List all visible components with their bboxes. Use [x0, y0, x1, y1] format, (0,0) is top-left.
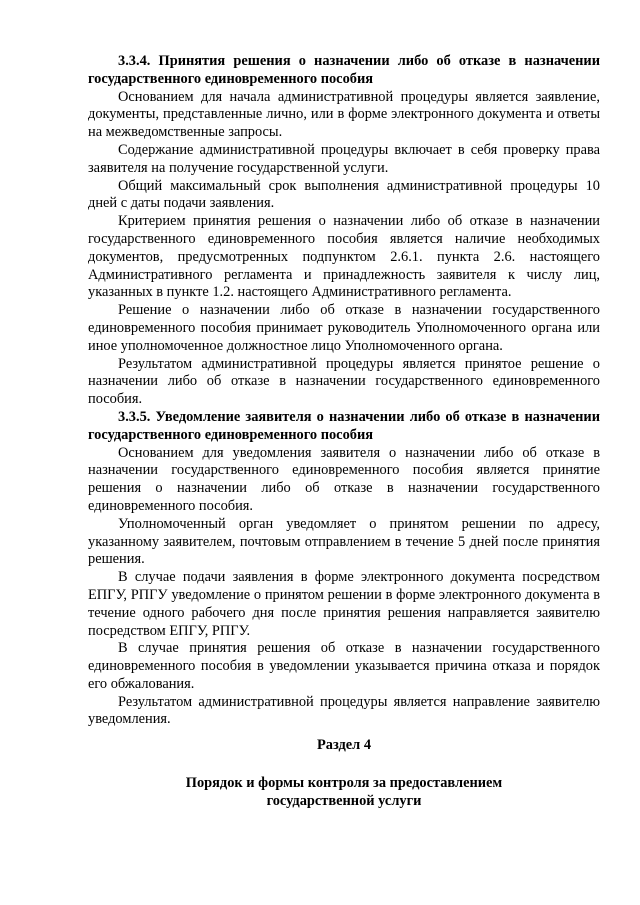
spacer	[88, 729, 600, 737]
section-334-paragraph-2: Содержание административной процедуры включает в себя проверку права заявителя на получение государственной услуги.	[88, 141, 600, 176]
document-page	[88, 53, 600, 811]
section-4-subtitle-line-1: Порядок и формы контроля за предоставлением	[185, 775, 503, 792]
section-335-paragraph-1: Основанием для уведомления заявителя о назначении либо об отказе в назначении государственного единовременного пособия является принятие решения о назначении либо об отказе в назначении государственного единовременного пособия.	[88, 444, 600, 514]
section-335-paragraph-5: Результатом административной процедуры является направление заявителю уведомления.	[88, 693, 600, 728]
section-335-paragraph-2: Уполномоченный орган уведомляет о принятом решении по адресу, указанному заявителем, почтовым отправлением в течение 5 дней после принятия решения.	[88, 515, 600, 568]
section-334-paragraph-4: Критерием принятия решения о назначении либо об отказе в назначении государственного единовременного пособия является наличие необходимых документов, предусмотренных подпунктом 2.6.1. пункта 2.6. настоящего Административного регламента и принадлежность заявителя к числу лиц, указанных в пункте 1.2. настоящего Административного регламента.	[88, 213, 600, 301]
section-335-paragraph-3: В случае подачи заявления в форме электронного документа посредством ЕПГУ, РПГУ уведомление о принятом решении в форме электронного документа в течение одного рабочего дня после принятия решения направляется заявителю посредством ЕПГУ, РПГУ.	[88, 569, 600, 639]
section-334-heading: 3.3.4. Принятия решения о назначении либо об отказе в назначении государственного единовременного пособия	[88, 53, 600, 87]
section-334-paragraph-5: Решение о назначении либо об отказе в назначении государственного единовременного пособия принимает руководитель Уполномоченного органа или иное уполномоченное должностное лицо Уполномоченного органа.	[88, 302, 600, 354]
section-334-paragraph-1: Основанием для начала административной процедуры является заявление, документы, представленные лично, или в форме электронного документа и ответы на межведомственные запросы.	[88, 88, 600, 141]
section-334-paragraph-6: Результатом административной процедуры является принятое решение о назначении либо об отказе в назначении государственного единовременного пособия.	[88, 355, 600, 408]
spacer	[88, 755, 600, 775]
section-4-subtitle-line-2: государственной услуги	[266, 792, 422, 809]
section-335-paragraph-4: В случае принятия решения об отказе в назначении государственного единовременного пособия в уведомлении указывается причина отказа и порядок его обжалования.	[88, 640, 600, 692]
section-334-paragraph-3: Общий максимальный срок выполнения административной процедуры 10 дней с даты подачи заявления.	[88, 177, 600, 212]
section-4-title: Раздел 4	[316, 737, 372, 754]
section-335-heading: 3.3.5. Уведомление заявителя о назначении либо об отказе в назначении государственного единовременного пособия	[88, 408, 600, 443]
